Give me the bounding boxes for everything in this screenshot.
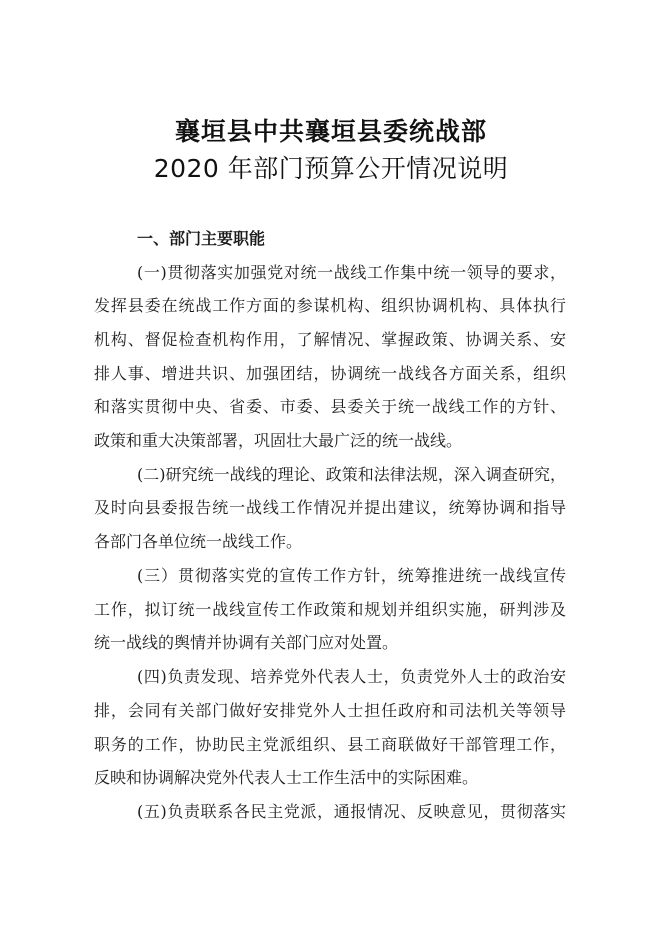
paragraph-1-line: 和落实贯彻中央、省委、市委、县委关于统一战线工作的方针、 [94,397,566,416]
paragraph-4-line: (四)负责发现、培养党外代表人士，负责党外人士的政治安 [137,667,566,686]
document-title-line2: 2020 年部门预算公开情况说明 [153,154,509,183]
paragraph-2-line: (二)研究统一战线的理论、政策和法律法规，深入调查研究， [137,465,566,484]
paragraph-1-line: 机构、督促检查机构作用，了解情况、掌握政策、协调关系、安 [94,330,566,349]
paragraph-4-line: 反映和协调解决党外代表人士工作生活中的实际困难。 [94,768,479,787]
paragraph-1-line: 发挥县委在统战工作方面的参谋机构、组织协调机构、具体执行 [94,296,566,315]
paragraph-1-line: 政策和重大决策部署，巩固壮大最广泛的统一战线。 [94,431,463,450]
paragraph-1-line: (一)贯彻落实加强党对统一战线工作集中统一领导的要求， [137,263,566,282]
paragraph-4-line: 职务的工作，协助民主党派组织、县工商联做好干部管理工作， [94,735,566,754]
paragraph-3-line: 统一战线的舆情并协调有关部门应对处置。 [94,633,399,652]
paragraph-5-line: (五)负责联系各民主党派，通报情况、反映意见，贯彻落实 [137,802,566,821]
paragraph-2-line: 各部门各单位统一战线工作。 [94,532,303,551]
paragraph-2-line: 及时向县委报告统一战线工作情况并提出建议，统筹协调和指导 [94,498,566,517]
section-heading: 一、部门主要职能 [137,229,266,248]
paragraph-3-line: 工作，拟订统一战线宣传工作政策和规划并组织实施，研判涉及 [94,600,566,619]
paragraph-3-line: (三）贯彻落实党的宣传工作方针，统筹推进统一战线宣传 [137,566,566,585]
paragraph-4-line: 排，会同有关部门做好安排党外人士担任政府和司法机关等领导 [94,701,566,720]
paragraph-1-line: 排人事、增进共识、加强团结，协调统一战线各方面关系，组织 [94,364,566,383]
document-title-line1: 襄垣县中共襄垣县委统战部 [174,117,487,146]
